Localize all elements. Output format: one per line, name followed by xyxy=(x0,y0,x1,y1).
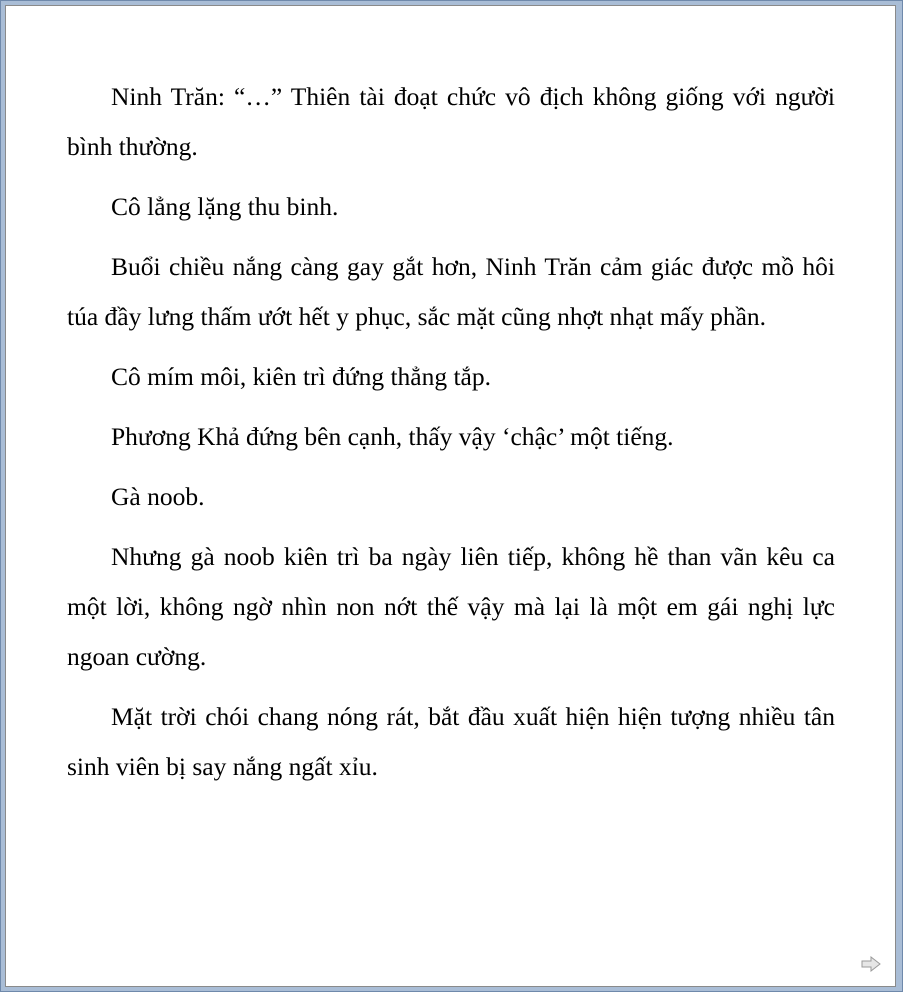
document-body xyxy=(67,72,835,802)
paragraph: Mặt trời chói chang nóng rát, bắt đầu xuất hiện hiện tượng nhiều tân sinh viên bị say nắng ngất xỉu. xyxy=(67,702,835,781)
paragraph: Cô mím môi, kiên trì đứng thẳng tắp. xyxy=(111,362,491,391)
arrow-right-icon xyxy=(861,956,881,972)
paragraph: Phương Khả đứng bên cạnh, thấy vậy ‘chậc’ một tiếng. xyxy=(111,422,674,451)
paragraph: Gà noob. xyxy=(111,482,205,511)
document-page xyxy=(5,5,896,987)
paragraph: Cô lẳng lặng thu binh. xyxy=(111,192,339,221)
paragraph: Buổi chiều nắng càng gay gắt hơn, Ninh Trăn cảm giác được mồ hôi túa đầy lưng thấm ướt hết y phục, sắc mặt cũng nhợt nhạt mấy phần. xyxy=(67,252,835,331)
paragraph: Ninh Trăn: “…” Thiên tài đoạt chức vô địch không giống với người bình thường. xyxy=(67,82,835,161)
next-page-button[interactable] xyxy=(861,956,881,972)
paragraph: Nhưng gà noob kiên trì ba ngày liên tiếp, không hề than vãn kêu ca một lời, không ngờ nhìn non nớt thế vậy mà lại là một em gái nghị lực ngoan cường. xyxy=(67,542,835,671)
